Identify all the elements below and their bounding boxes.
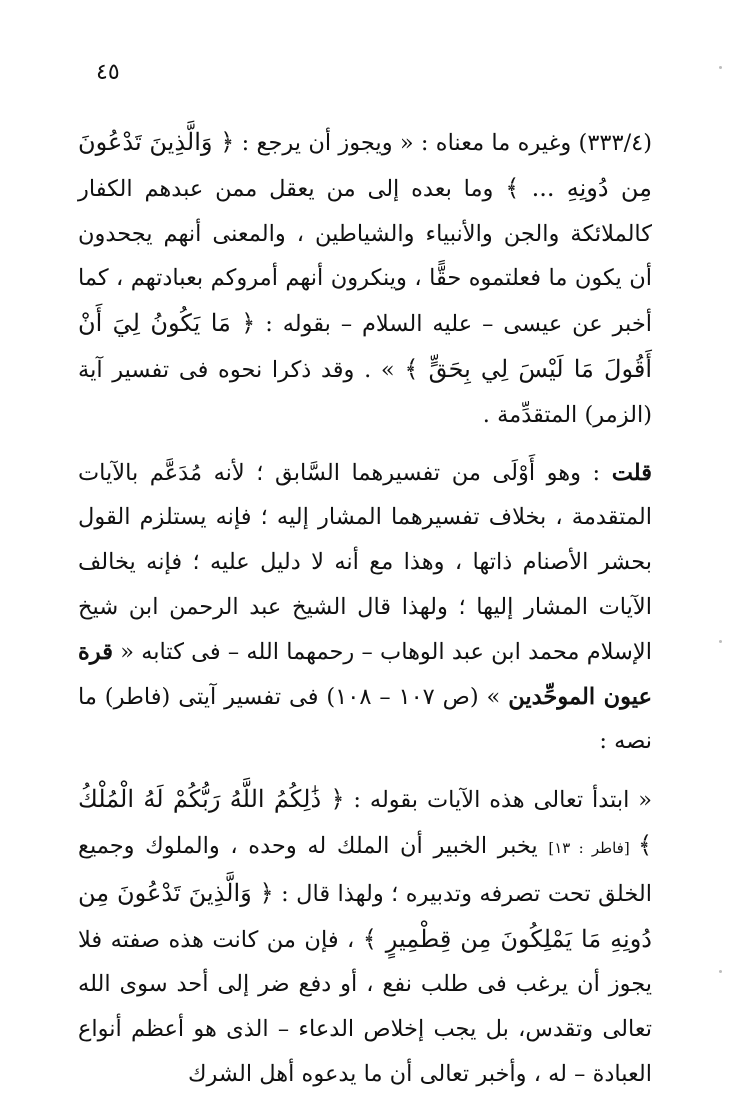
text-segment: وما بعده إلى من يعقل ممن عبدهم الكفار كالملائكة والجن والأنبياء والشياطين ، والمعنى أنهم يجحدون أن يكون ما فعلتموه حقًّا ، وينكرون أنهم أمروكم بعبادتهم ، كما أخبر عن عيسى – عليه السلام – بقوله :	[78, 175, 653, 338]
quran-quote: ﴿ وَالَّذِينَ تَدْعُونَ مِن دُونِهِ ... ﴾	[78, 128, 652, 202]
verse-reference: [فاطر : ١٣]	[548, 838, 638, 857]
text-segment: ، فإن من كانت هذه صفته فلا يجوز أن يرغب فى طلب نفع ، أو دفع ضر إلى أحد سوى الله تعالى وتقدس، بل يجب إخلاص الدعاء – الذى هو أعظم أنواع العبادة – له ، وأخبر تعالى أن ما يدعوه أهل الشرك	[78, 926, 652, 1087]
text-segment: يخبر الخبير أن الملك له وحده ، والملوك وجميع الخلق تحت تصرفه وتدبيره ؛ ولهذا قال :	[78, 832, 652, 907]
text-segment: : وهو أَوْلَى من تفسيرهما السَّابق ؛ لأنه مُدَعَّم بالآيات المتقدمة ، بخلاف تفسيرهما المشار إليه ؛ فإنه يستلزم القول بحشر الأصنام ذاتها ، وهذا مع أنه لا دليل عليه ؛ فإنه يخالف الآيات المشار إليها ؛ ولهذا قال الشيخ عبد الرحمن ابن شيخ الإسلام محمد ابن عبد الوهاب – رحمهما الله – فى كتابه «	[78, 459, 652, 665]
book-title: قرة عيون الموحِّدين	[78, 638, 653, 710]
page-number: ٤٥	[96, 60, 120, 85]
text-segment: » (ص ١٠٧ – ١٠٨) فى تفسير آيتى (فاطر) ما نصه :	[78, 683, 652, 755]
text-segment: (٣٣٣/٤) وغيره ما معناه : « ويجوز أن يرجع :	[234, 130, 653, 156]
scan-speck	[719, 640, 722, 643]
quran-quote: ﴿ وَالَّذِينَ تَدْعُونَ مِن دُونِهِ مَا يَمْلِكُونَ مِن قِطْمِيرٍ ﴾	[78, 878, 652, 953]
text-segment: » . وقد ذكرا نحوه فى تفسير آية (الزمر) المتقدِّمة .	[78, 356, 652, 428]
scan-speck	[719, 66, 722, 69]
qultu-heading: قلت	[611, 459, 652, 486]
quran-quote: ﴿ مَا يَكُونُ لِيَ أَنْ أَقُولَ مَا لَيْسَ لِي بِحَقٍّ ﴾	[78, 309, 652, 383]
page-body	[78, 120, 652, 1097]
paragraph-1	[78, 120, 652, 438]
text-segment: « ابتدأ تعالى هذه الآيات بقوله :	[344, 787, 652, 814]
paragraph-2	[78, 451, 652, 765]
quran-quote: ﴿ ذَٰلِكُمُ اللَّهُ رَبُّكُمْ لَهُ الْمُلْكُ ﴾	[78, 785, 653, 859]
paragraph-3	[78, 777, 652, 1097]
scan-speck	[719, 970, 722, 973]
